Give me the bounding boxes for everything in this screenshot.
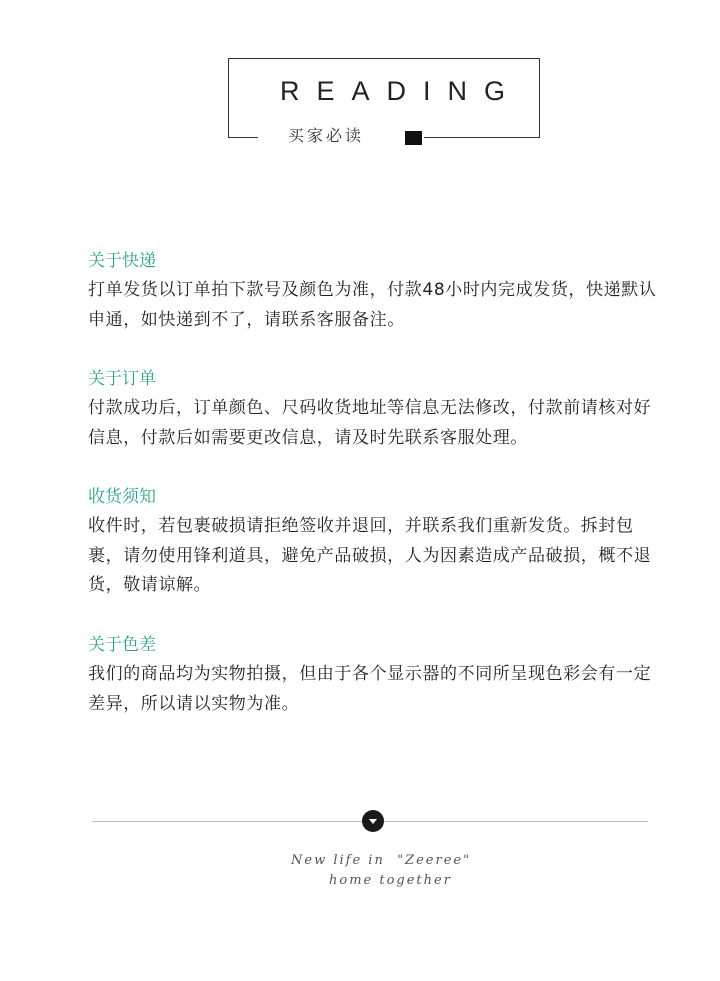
page-subtitle: 买家必读: [288, 126, 365, 145]
slogan-line-2: home together: [329, 873, 452, 888]
header-frame-bottom-left: [228, 137, 258, 138]
section-title: 关于色差: [88, 635, 156, 655]
section-body: 付款成功后，订单颜色、尺码收货地址等信息无法修改，付款前请核对好信息，付款后如需要更改信息，请及时先联系客服处理。: [88, 398, 652, 448]
section-title: 关于订单: [88, 369, 156, 389]
section-body: 我们的商品均为实物拍摄，但由于各个显示器的不同所呈现色彩会有一定差异，所以请以实物为准。: [88, 664, 652, 714]
chevron-down-circle-icon: [362, 810, 384, 832]
section-order: [88, 364, 658, 453]
section-title: 收货须知: [88, 487, 156, 507]
section-body: 收件时，若包裹破损请拒绝签收并退回，并联系我们重新发货。拆封包裹，请勿使用锋利道具，避免产品破损，人为因素造成产品破损，概不退货，敬请谅解。: [88, 516, 652, 595]
section-body: 打单发货以订单拍下款号及颜色为准，付款48小时内完成发货，快递默认申通，如快递到不了，请联系客服备注。: [88, 280, 657, 330]
section-title: 关于快递: [88, 251, 156, 271]
page-title: READING: [280, 76, 523, 106]
slogan-line-1: New life in "Zeeree": [291, 853, 472, 868]
section-color-difference: [88, 630, 658, 719]
section-receipt: [88, 482, 658, 601]
header-frame-bottom-right: [424, 137, 540, 138]
black-square-icon: [405, 131, 422, 145]
section-shipping: [88, 246, 658, 335]
